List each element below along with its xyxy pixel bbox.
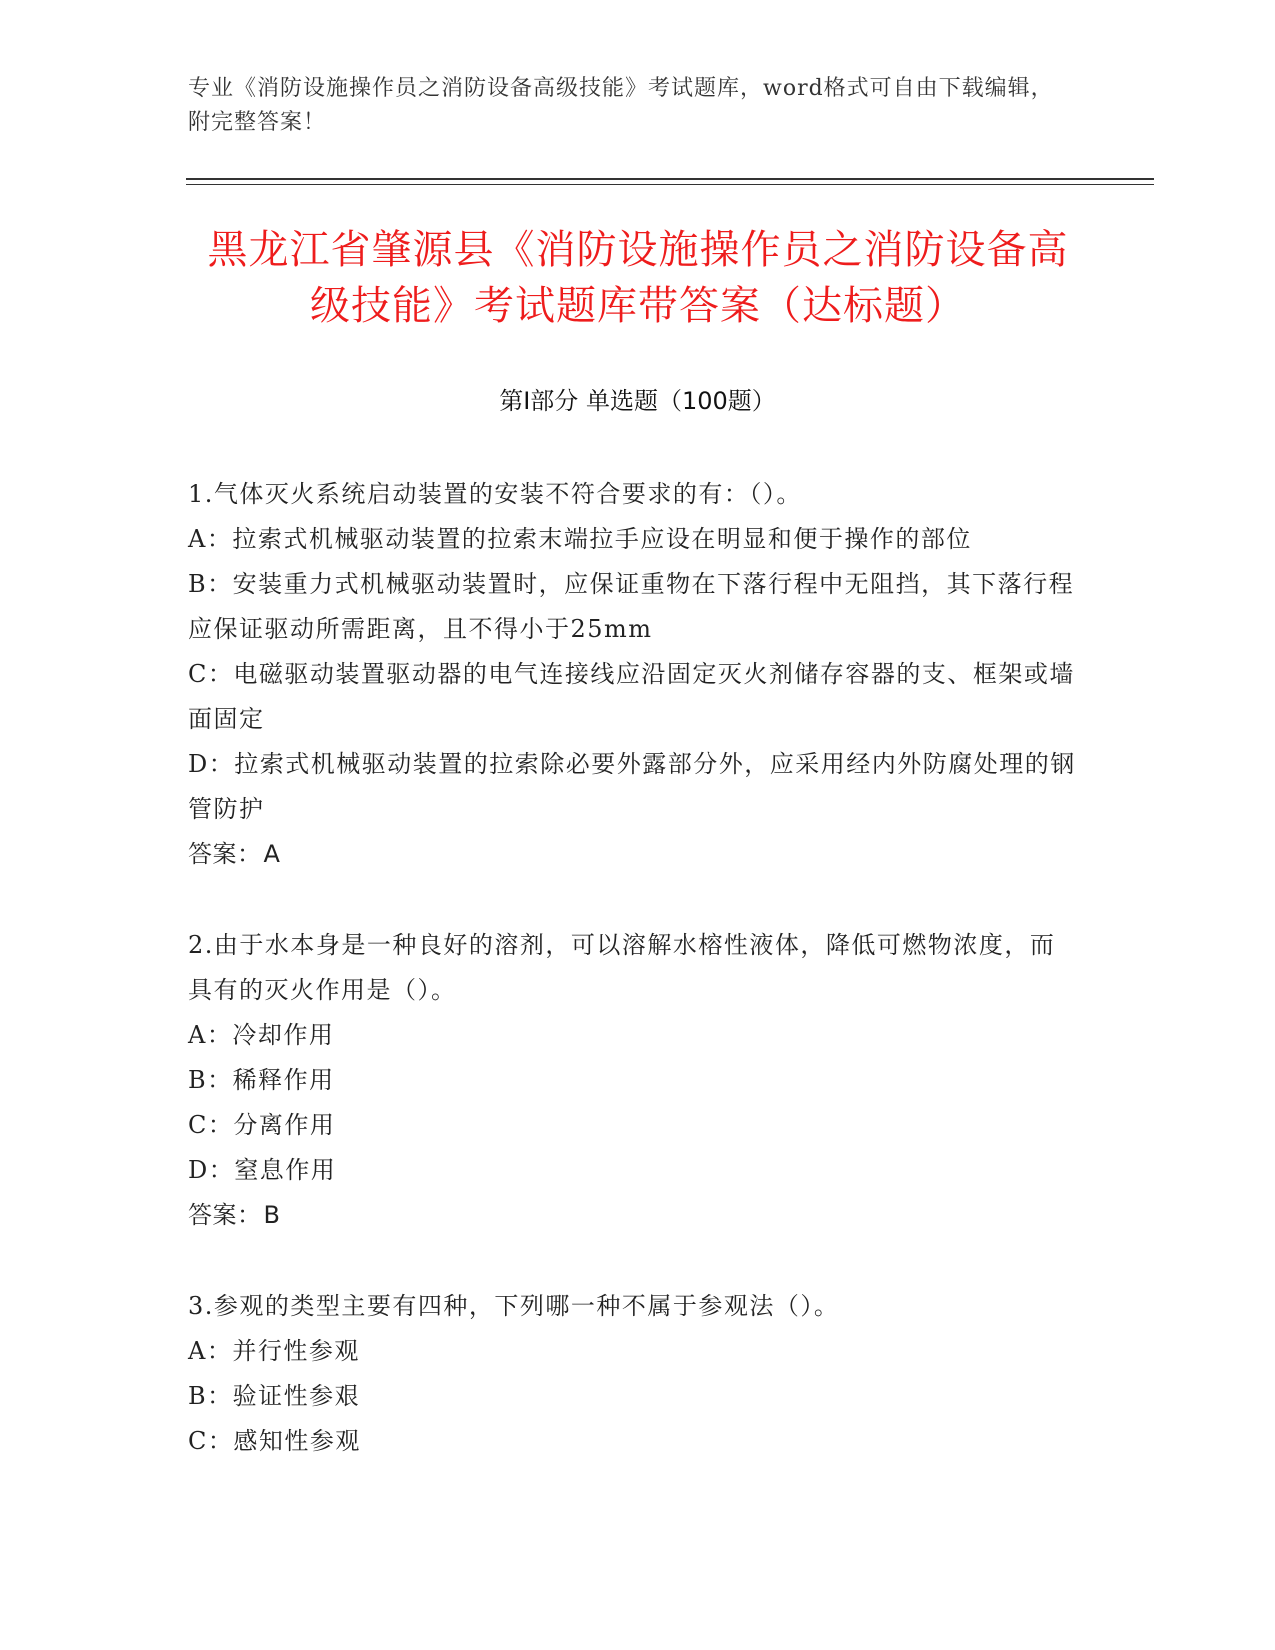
question-2: [188, 923, 1078, 1238]
header-note: 专业《消防设施操作员之消防设备高级技能》考试题库，word格式可自由下载编辑，附完整答案！: [188, 76, 1054, 135]
question-list: [188, 472, 1078, 1464]
option-b: B：验证性参艰: [188, 1382, 361, 1410]
document-title: 黑龙江省肇源县《消防设施操作员之消防设备高级技能》考试题库带答案（达标题）: [207, 227, 1069, 329]
answer-line: [188, 1193, 1078, 1238]
option-a: A：并行性参观: [188, 1337, 360, 1365]
option-b: B：稀释作用: [188, 1066, 335, 1094]
question-stem: 2.由于水本身是一种良好的溶剂，可以溶解水榕性液体，降低可燃物浓度，而具有的灭火作用是（）。: [188, 931, 1056, 1004]
option-c: C：电磁驱动装置驱动器的电气连接线应沿固定灭火剂储存容器的支、框架或墙面固定: [188, 660, 1075, 733]
header-divider-thin: [186, 184, 1154, 185]
question-3: [188, 1284, 1078, 1464]
option-c: C：感知性参观: [188, 1427, 361, 1455]
option-c: C：分离作用: [188, 1111, 336, 1139]
option-a: A：拉索式机械驱动装置的拉索末端拉手应设在明显和便于操作的部位: [188, 525, 972, 553]
answer-value: A: [263, 840, 281, 868]
option-b: B：安装重力式机械驱动装置时，应保证重物在下落行程中无阻挡，其下落行程应保证驱动所需距离，且不得小于25mm: [188, 570, 1075, 643]
answer-line: [188, 832, 1078, 877]
answer-value: B: [263, 1201, 281, 1229]
question-1: [188, 472, 1078, 877]
section-title: 第Ⅰ部分 单选题（100题）: [499, 387, 776, 415]
answer-label: 答案：: [188, 1201, 262, 1229]
option-d: D：窒息作用: [188, 1156, 337, 1184]
question-stem: 3.参观的类型主要有四种，下列哪一种不属于参观法（）。: [188, 1292, 840, 1320]
question-stem: 1.气体灭火系统启动装置的安装不符合要求的有：（）。: [188, 480, 802, 508]
header-divider-thick: [186, 178, 1154, 180]
option-a: A：冷却作用: [188, 1021, 335, 1049]
option-d: D：拉索式机械驱动装置的拉索除必要外露部分外，应采用经内外防腐处理的钢管防护: [188, 750, 1076, 823]
answer-label: 答案：: [188, 840, 262, 868]
